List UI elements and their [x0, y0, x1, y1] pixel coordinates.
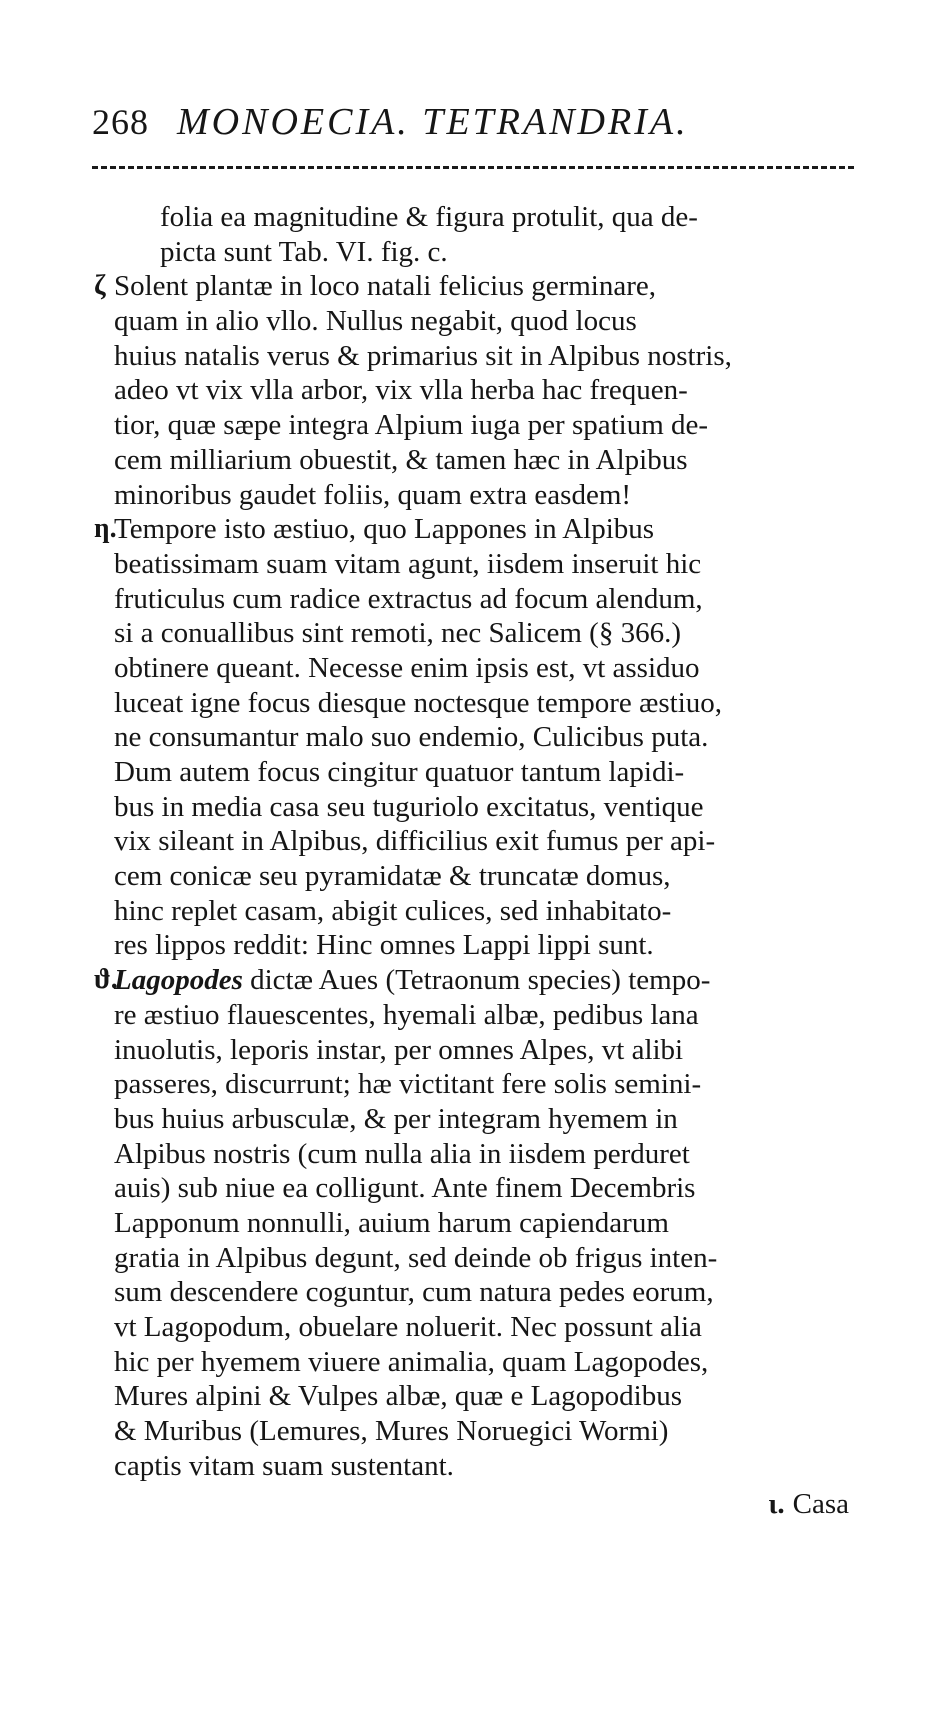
- text-line: inuolutis, leporis instar, per omnes Alpes, vt alibi: [114, 1033, 684, 1066]
- text-line: Lapponum nonnulli, auium harum capiendarum: [114, 1206, 669, 1239]
- text-line: hinc replet casam, abigit culices, sed inhabitato-: [114, 894, 672, 927]
- text-line: Dum autem focus cingitur quatuor tantum lapidi-: [114, 756, 685, 788]
- running-title: MONOECIA. TETRANDRIA.: [177, 101, 689, 143]
- text-line: gratia in Alpibus degunt, sed deinde ob frigus inten-: [114, 1241, 718, 1274]
- text-line: auis) sub niue ea colligunt. Ante finem Decembris: [114, 1172, 696, 1205]
- text-line: vix sileant in Alpibus, difficilius exit fumus per api-: [114, 825, 716, 858]
- text-line: minoribus gaudet foliis, quam extra easdem!: [114, 478, 632, 511]
- text-line: tior, quæ sæpe integra Alpium iuga per spatium de-: [114, 409, 709, 442]
- text-line: si a conuallibus sint remoti, nec Salicem (§ 366.): [114, 617, 681, 650]
- note-line: ƞ. Tempore isto æstiuo, quo Lappones in Alpibus: [94, 513, 655, 546]
- text-line: re æstiuo flauescentes, hyemali albæ, pedibus lana: [114, 998, 699, 1031]
- text-line: hic per hyemem viuere animalia, quam Lagopodes,: [114, 1345, 709, 1378]
- note-marker: ζ: [94, 270, 106, 302]
- text-line: Mures alpini & Vulpes albæ, quæ e Lagopodibus: [114, 1380, 683, 1413]
- text-line: vt Lagopodum, obuelare noluerit. Nec possunt alia: [114, 1311, 702, 1343]
- catchword-text: Casa: [792, 1488, 849, 1520]
- text-line: captis vitam suam sustentant.: [114, 1449, 454, 1482]
- note-line: ϑ. Lagopodes dictæ Aues (Tetraonum species) tempo-: [94, 964, 711, 997]
- page-number: 268: [92, 102, 149, 142]
- note-marker: ϑ.: [94, 964, 118, 996]
- text-line: cem milliarium obuestit, & tamen hæc in Alpibus: [114, 443, 688, 476]
- page-body-text: [94, 200, 854, 1483]
- text-line: Alpibus nostris (cum nulla alia in iisdem perduret: [114, 1137, 690, 1170]
- text-line: picta sunt Tab. VI. fig. c.: [160, 235, 448, 268]
- text-line: res lippos reddit: Hinc omnes Lappi lippi sunt.: [114, 929, 654, 962]
- text-line: fruticulus cum radice extractus ad focum alendum,: [114, 582, 703, 615]
- text-line: quam in alio vllo. Nullus negabit, quod locus: [114, 305, 637, 338]
- text-line: obtinere queant. Necesse enim ipsis est, vt assiduo: [114, 651, 700, 684]
- text-line: bus huius arbusculæ, & per integram hyemem in: [114, 1102, 678, 1135]
- text-line: luceat igne focus diesque noctesque tempore æstiuo,: [114, 686, 723, 719]
- text-line: beatissimam suam vitam agunt, iisdem inseruit hic: [114, 547, 702, 580]
- text-line: & Muribus (Lemures, Mures Noruegici Wormi): [114, 1415, 669, 1448]
- text-line: folia ea magnitudine & figura protulit, qua de-: [160, 201, 698, 233]
- text-line: adeo vt vix vlla arbor, vix vlla herba hac frequen-: [114, 374, 688, 407]
- text-line: sum descendere coguntur, cum natura pedes eorum,: [114, 1276, 714, 1309]
- page-header: [92, 100, 852, 160]
- text-line: huius natalis verus & primarius sit in Alpibus nostris,: [114, 339, 732, 372]
- catchword-marker: ι.: [768, 1488, 785, 1520]
- note-marker: ƞ.: [94, 513, 117, 545]
- note-line: ζ Solent plantæ in loco natali felicius germinare,: [94, 270, 656, 303]
- text-line: bus in media casa seu tuguriolo excitatus, ventique: [114, 790, 704, 823]
- catchword: [768, 1488, 849, 1521]
- text-line: cem conicæ seu pyramidatæ & truncatæ domus,: [114, 860, 671, 893]
- header-rule: [92, 166, 854, 169]
- italic-term: Lagopodes: [114, 964, 243, 997]
- text-line: passeres, discurrunt; hæ victitant fere solis semini-: [114, 1068, 702, 1101]
- text-line: ne consumantur malo suo endemio, Culicibus puta.: [114, 721, 709, 754]
